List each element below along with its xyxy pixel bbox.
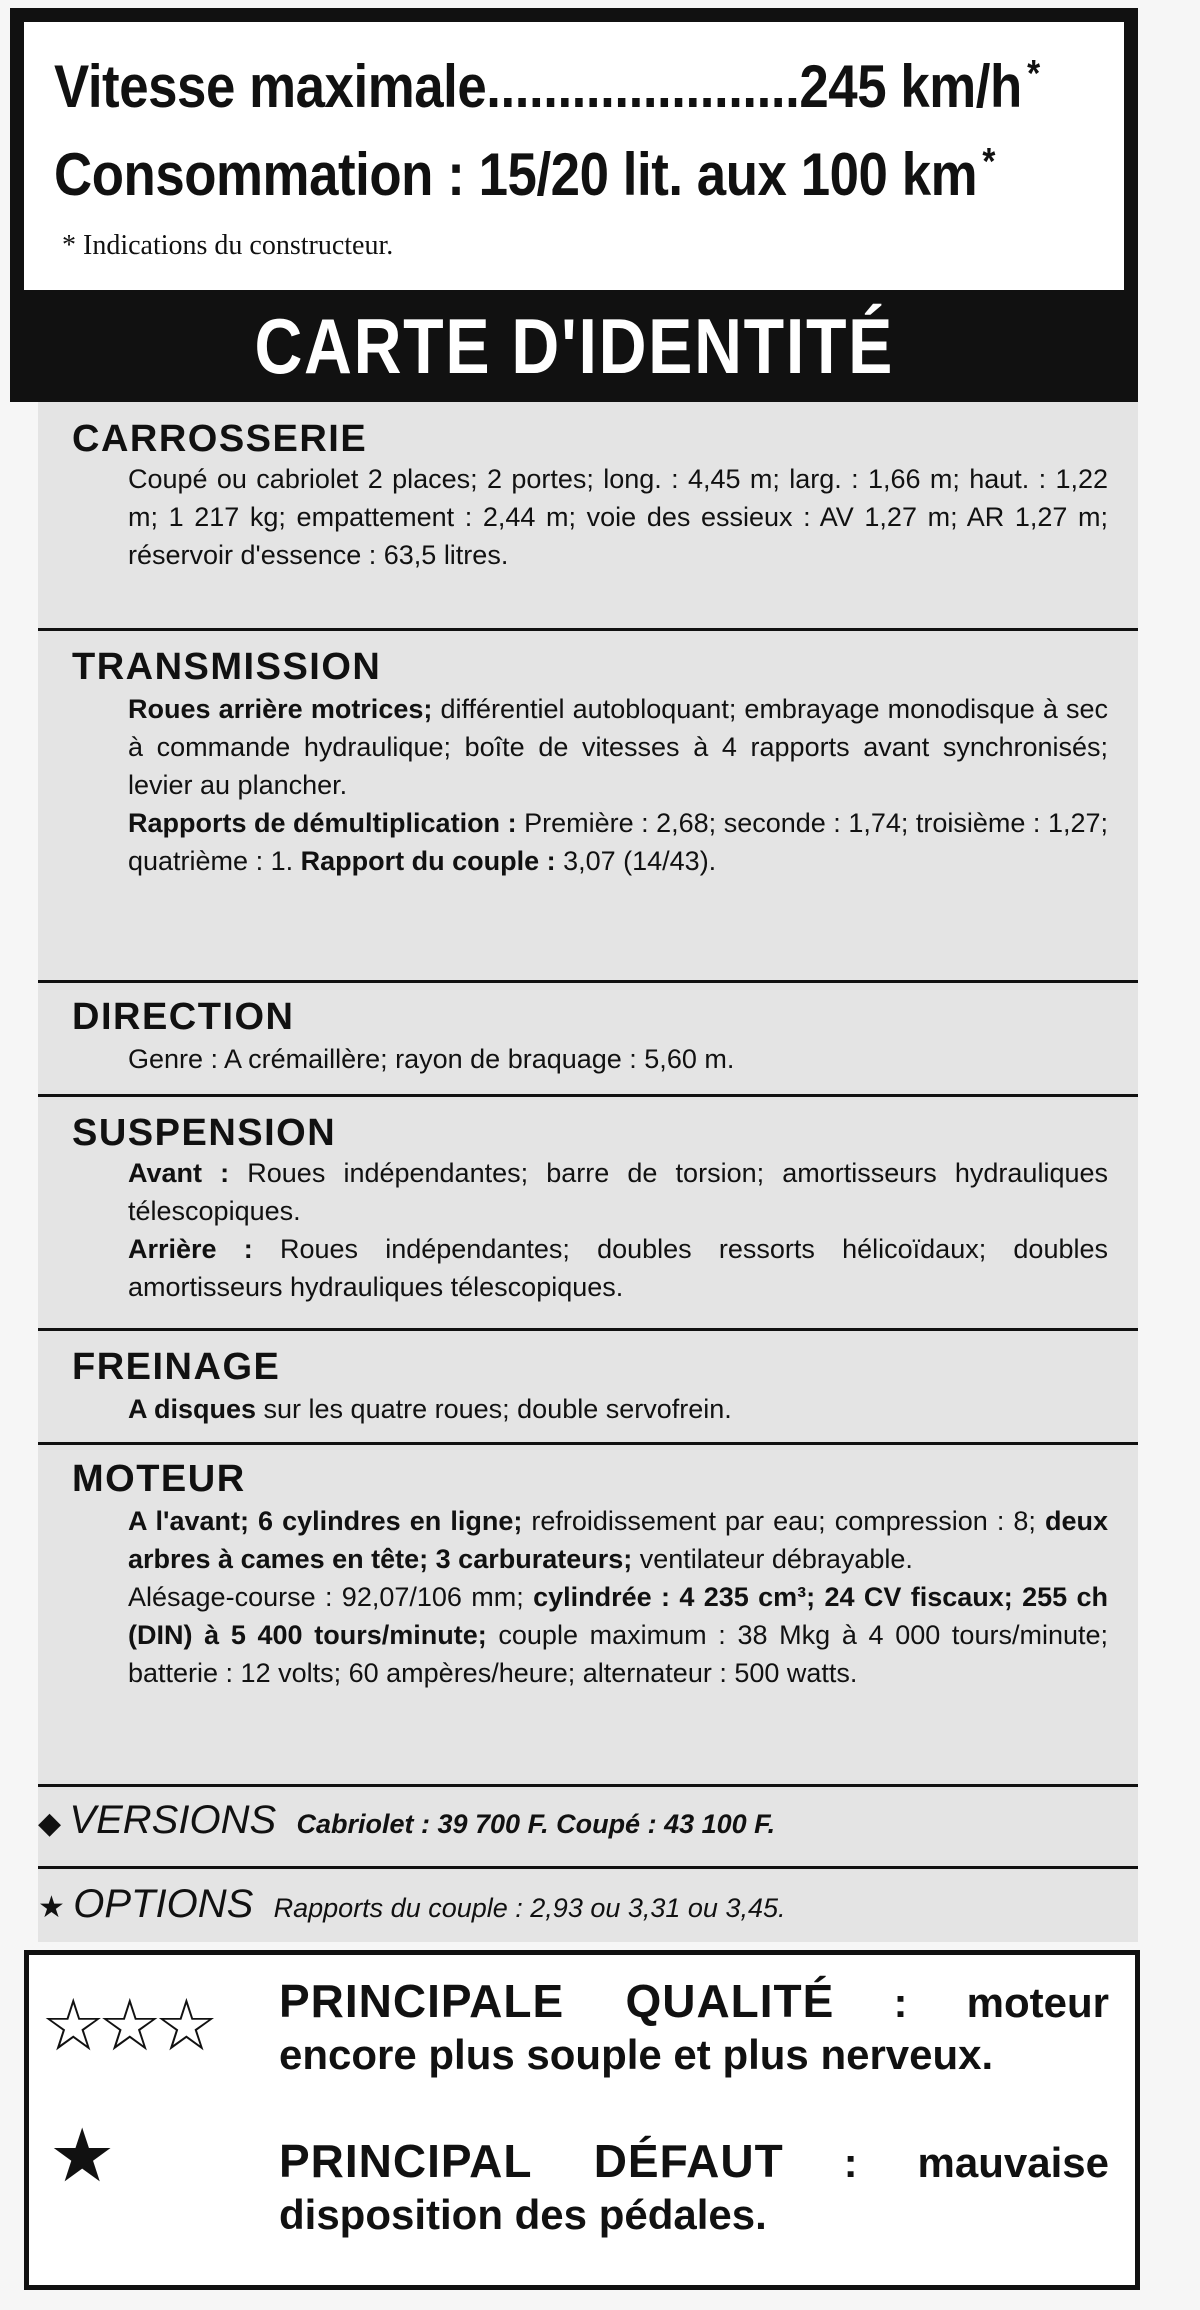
moteur-text-4: couple maximum : 38 Mkg à 4 000 tours/minute; batterie : 12 volts; 60 ampères/heure; alternateur : 500 watts. (128, 1620, 1108, 1688)
transmission-text-3: 3,07 (14/43). (555, 846, 717, 876)
versions-text: Cabriolet : 39 700 F. Coupé : 43 100 F. (296, 1809, 776, 1839)
freinage-text-1: sur les quatre roues; double servofrein. (256, 1394, 732, 1424)
section-body-moteur (128, 1502, 1108, 1692)
manufacturer-note: * Indications du constructeur. (62, 230, 394, 261)
moteur-bold-2: deux arbres à cames en tête; 3 carburateurs; (128, 1506, 1109, 1574)
section-body-carrosserie: Coupé ou cabriolet 2 places; 2 portes; long. : 4,45 m; larg. : 1,66 m; haut. : 1,22 m; 1 217 kg; empattement : 2,44 m; voie des essieux : AV 1,27 m; AR 1,27 m; réservoir d'essence : 63,5 litres. (128, 464, 1108, 570)
title-banner (10, 290, 1138, 402)
section-title-moteur: MOTEUR (72, 1458, 246, 1500)
asterisk: * (1027, 53, 1040, 95)
moteur-bold-3: cylindrée : 4 235 cm³; 24 CV fiscaux; 255 ch (DIN) à 5 400 tours/minute; (128, 1582, 1108, 1650)
solid-star-icon: ★ (49, 2114, 116, 2197)
quality-text: : moteur encore plus souple et plus nerveux. (279, 1979, 1109, 2078)
verdict-box (24, 1950, 1140, 2290)
main-quality (279, 1975, 1109, 2081)
section-body-direction: Genre : A crémaillère; rayon de braquage : 5,60 m. (128, 1044, 735, 1074)
max-speed-label: Vitesse maximale...................... (54, 53, 800, 120)
suspension-text-1: Roues indépendantes; barre de torsion; amortisseurs hydrauliques télescopiques. (128, 1158, 1108, 1226)
moteur-text-1: refroidissement par eau; compression : 8; (522, 1506, 1045, 1536)
freinage-bold-1: A disques (128, 1394, 257, 1424)
section-body-transmission (128, 690, 1108, 880)
page-title: CARTE D'IDENTITÉ (254, 301, 894, 390)
consumption-line (54, 140, 995, 209)
section-title-suspension: SUSPENSION (72, 1112, 337, 1154)
section-body-freinage (128, 1390, 1108, 1428)
specs-panel (38, 402, 1138, 1942)
transmission-bold-2: Rapports de démultiplication : (128, 808, 517, 838)
max-speed-value: 245 km/h (799, 53, 1022, 120)
transmission-text-1: différentiel autobloquant; embrayage monodisque à sec à commande hydraulique; boîte de vitesses à 4 rapports avant synchronisés; levier au plancher. (128, 694, 1108, 800)
options-line (38, 1882, 786, 1927)
versions-line (38, 1798, 775, 1843)
specs-header-box (10, 8, 1138, 290)
transmission-bold-3: Rapport du couple : (300, 846, 556, 876)
divider (38, 1328, 1138, 1331)
suspension-bold-2: Arrière : (128, 1234, 253, 1264)
section-body-suspension (128, 1154, 1108, 1306)
main-defect (279, 2135, 1109, 2241)
versions-label: VERSIONS (69, 1798, 277, 1842)
defect-label: PRINCIPAL DÉFAUT (279, 2135, 784, 2187)
divider (38, 1866, 1138, 1869)
divider (38, 1094, 1138, 1097)
section-title-direction: DIRECTION (72, 996, 295, 1038)
section-title-carrosserie: CARROSSERIE (72, 418, 368, 460)
suspension-bold-1: Avant : (128, 1158, 230, 1188)
star-bullet-icon: ★ (38, 1891, 65, 1924)
three-outline-stars-icon: ☆☆☆ (41, 1986, 211, 2066)
moteur-text-2: ventilateur débrayable. (632, 1544, 913, 1574)
divider (38, 1784, 1138, 1787)
divider (38, 1442, 1138, 1445)
transmission-text-2: Première : 2,68; seconde : 1,74; troisième : 1,27; quatrième : 1. (128, 808, 1108, 876)
asterisk: * (982, 141, 996, 183)
section-title-transmission: TRANSMISSION (72, 646, 382, 688)
defect-text: : mauvaise disposition des pédales. (279, 2139, 1109, 2238)
options-label: OPTIONS (73, 1882, 254, 1926)
diamond-bullet-icon: ◆ (38, 1807, 62, 1840)
options-text: Rapports du couple : 2,93 ou 3,31 ou 3,45. (273, 1893, 786, 1923)
divider (38, 628, 1138, 631)
quality-label: PRINCIPALE QUALITÉ (279, 1975, 835, 2027)
divider (38, 980, 1138, 983)
suspension-text-2: Roues indépendantes; doubles ressorts hélicoïdaux; doubles amortisseurs hydrauliques télescopiques. (128, 1234, 1109, 1302)
max-speed-line (54, 52, 1040, 121)
transmission-bold-1: Roues arrière motrices; (128, 694, 433, 724)
moteur-bold-1: A l'avant; 6 cylindres en ligne; (128, 1506, 523, 1536)
moteur-text-3: Alésage-course : 92,07/106 mm; (128, 1582, 534, 1612)
section-title-freinage: FREINAGE (72, 1346, 281, 1388)
consumption-text: Consommation : 15/20 lit. aux 100 km (54, 141, 978, 208)
